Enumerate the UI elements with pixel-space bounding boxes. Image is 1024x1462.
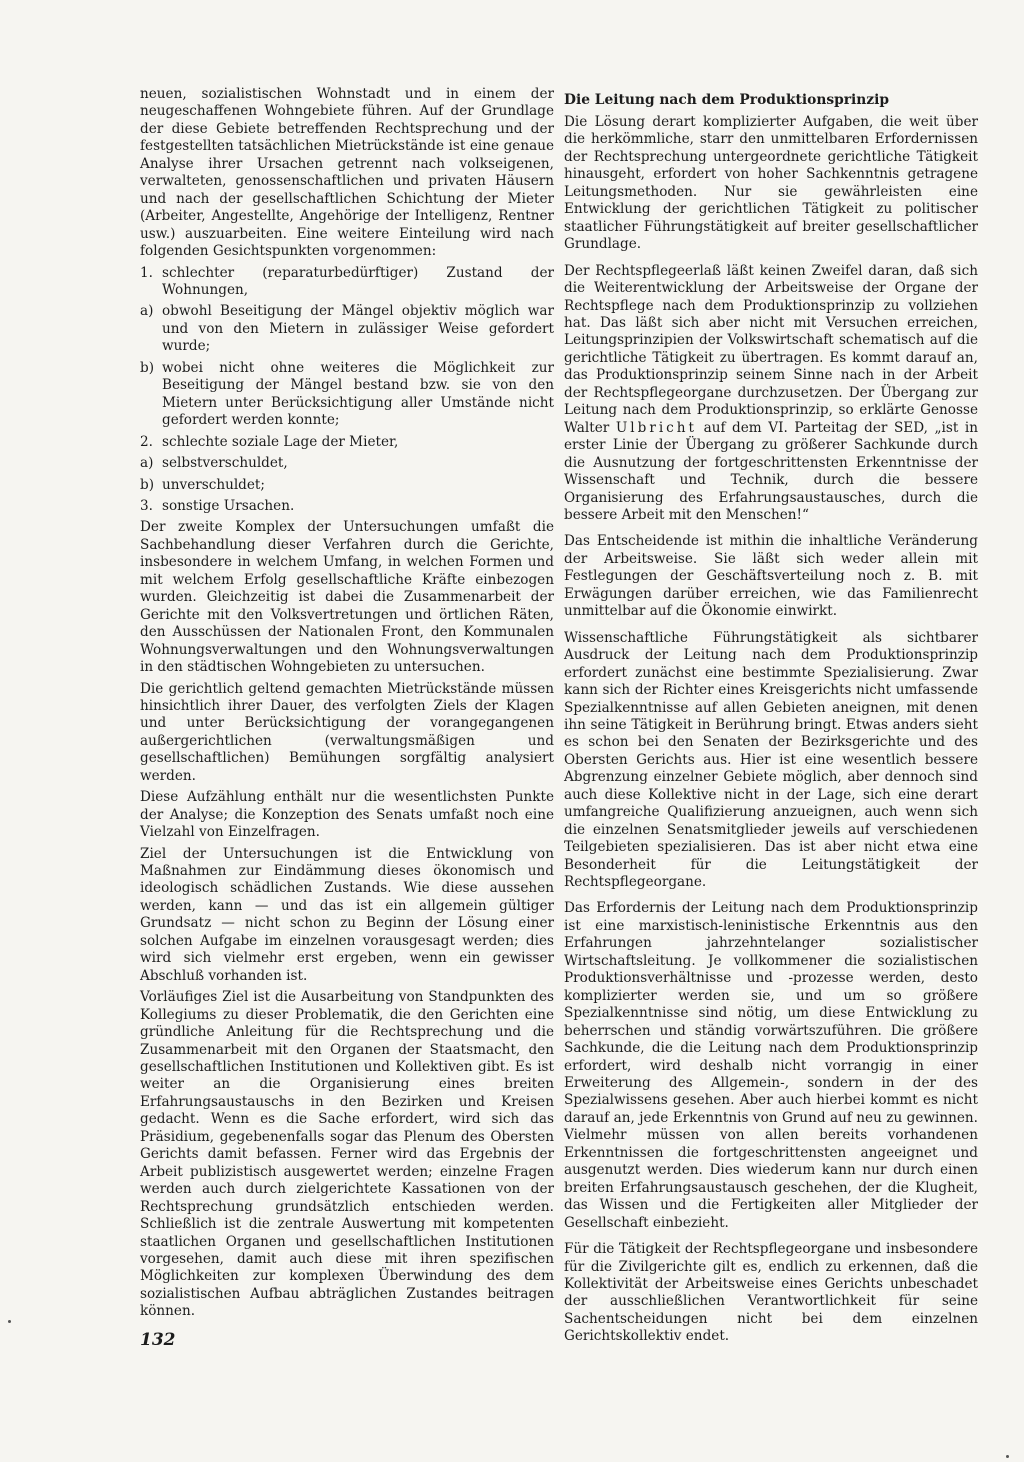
- paragraph: Wissenschaftliche Führungstätigkeit als sichtbarer Ausdruck der Leitung nach dem Produktionsprinzip erfordert zunächst eine bestimmte Spezialisierung. Zwar kann sich der Richter eines Kreisgerichts nicht umfassende Spezialkenntnisse auf allen Gebieten aneignen, mit denen ihn seine Tätigkeit in Berührung bringt. Etwas anders sieht es schon bei den Senaten der Bezirksgerichte und des Obersten Gerichts aus. Hier ist eine wesentlich bessere Abgrenzung einzelner Gebiete möglich, aber dennoch sind auch diese Kollektive nicht in der Lage, sich eine derart umfangreiche Qualifizierung anzueignen, auch wenn sich die einzelnen Senatsmitglieder jeweils auf verschiedenen Teilgebieten spezialisieren. Das ist aber nicht etwa eine Besonderheit für die Leitungstätigkeit der Rechtspflegeorgane.: [564, 629, 978, 891]
- list-item-text: schlechter (reparaturbedürftiger) Zustand der Wohnungen,: [162, 264, 554, 298]
- list-item-number: a): [140, 303, 154, 320]
- scan-speck: [1006, 1455, 1009, 1458]
- list-item-number: a): [140, 455, 154, 472]
- list-item-number: 3.: [140, 497, 153, 514]
- paragraph-text: Der Rechtspflegeerlaß läßt keinen Zweifel daran, daß sich die Weiterentwicklung der Arbeitsweise der Organe der Rechtspflege nach dem Produktionsprinzip zu vollziehen hat. Das läßt sich aber nicht mit Versuchen erreichen, Leitungsprinzipien der Volkswirtschaft schematisch auf die gerichtliche Tätigkeit zu übertragen. Es kommt darauf an, das Produktionsprinzip seinem Sinne nach in der Arbeit der Rechtspflegeorgane durchzusetzen. Der Übergang zur Leitung nach dem Produktionsprinzip, so erklärte Genosse Walter: [564, 262, 978, 436]
- list-item-text: schlechte soziale Lage der Mieter,: [162, 433, 399, 450]
- paragraph: neuen, sozialistischen Wohnstadt und in einem der neugeschaffenen Wohngebiete führen. Auf der Grundlage der diese Gebiete betreffenden Rechtsprechung und der festgestellten tatsächlichen Mietrückstände ist eine genaue Analyse ihrer Ursachen getrennt nach volkseigenen, verwalteten, genossenschaftlichen und privaten Häusern und nach der gesellschaftlichen Schichtung der Mieter (Arbeiter, Angestellte, Angehörige der Intelligenz, Rentner usw.) auszuarbeiten. Eine weitere Einteilung wird nach folgenden Gesichtspunkten vorgenommen:: [140, 86, 554, 260]
- list-item: [140, 434, 554, 451]
- list-item-number: b): [140, 359, 155, 376]
- list-item: [140, 265, 554, 300]
- list-item-text: obwohl Beseitigung der Mängel objektiv möglich war und von den Mietern in zulässiger Weise gefordert wurde;: [162, 303, 554, 355]
- list-item-number: 1.: [140, 264, 153, 281]
- list-item-text: unverschuldet;: [162, 476, 265, 493]
- section-heading: Die Leitung nach dem Produktionsprinzip: [564, 92, 890, 108]
- paragraph: Die gerichtlich geltend gemachten Mietrückstände müssen hinsichtlich ihrer Dauer, des verfolgten Ziels der Klagen und unter Berücksichtigung der vorangegangenen außergerichtlichen (verwaltungsmäßigen und gesellschaftlichen) Bemühungen sorgfältig analysiert werden.: [140, 680, 554, 784]
- paragraph: Die Lösung derart komplizierter Aufgaben, die weit über die herkömmliche, starr den unmittelbaren Erfordernissen der Rechtsprechung untergeordnete gerichtliche Tätigkeit hinausgeht, erfordert von hoher Sachkenntnis getragene Leitungsmethoden. Nur sie gewährleisten eine Entwicklung der gerichtlichen Tätigkeit zu politischer staatlicher Führungstätigkeit auf breiter gesellschaftlicher Grundlage.: [564, 114, 978, 253]
- paragraph: Das Erfordernis der Leitung nach dem Produktionsprinzip ist eine marxistisch-leninistische Erkenntnis aus den Erfahrungen jahrzehntelanger sozialistischer Wirtschaftsleitung. Je vollkommener die sozialistischen Produktionsverhältnisse und -prozesse werden, desto komplizierter werden sie, und um so größere Spezialkenntnisse sind nötig, um diese Entwicklung zu beherrschen und ständig vorwärtszuführen. Die größere Sachkunde, die die Leitung nach dem Produktionsprinzip erfordert, wird deshalb nicht vorrangig in einer Erweiterung des Allgemein-, sondern in der des Spezialwissens gesehen. Aber auch hierbei kommt es nicht darauf an, jede Erkenntnis von Grund auf neu zu gewinnen. Vielmehr müssen von allen bereits vorhandenen Erkenntnissen die fortgeschrittensten angeeignet und ausgenutzt werden. Dies wiederum kann nur durch einen breiten Erfahrungsaustausch geschehen, der die Klugheit, das Wissen und die Fertigkeiten aller Mitglieder der Gesellschaft einbezieht.: [564, 900, 978, 1231]
- paragraph: Ziel der Untersuchungen ist die Entwicklung von Maßnahmen zur Eindämmung dieses ökonomisch und ideologisch schädlichen Zustands. Wie diese aussehen werden, kann — und das ist ein allgemein gültiger Grundsatz — nicht schon zu Beginn der Lösung einer solchen Aufgabe im einzelnen vorausgesagt werden; dies wird sich vielmehr erst ergeben, wenn ein gewisser Abschluß vorhanden ist.: [140, 845, 554, 984]
- list-item: [140, 477, 554, 494]
- paragraph: Vorläufiges Ziel ist die Ausarbeitung von Standpunkten des Kollegiums zu dieser Problematik, die den Gerichten eine gründliche Anleitung für die Rechtsprechung und die Zusammenarbeit mit den Organen der Staatsmacht, den gesellschaftlichen Institutionen und Kollektiven gibt. Es ist weiter an die Organisierung eines breiten Erfahrungsaustauschs in den Bezirken und Kreisen gedacht. Wenn es die Sache erfordert, wird sich das Präsidium, gegebenenfalls sogar das Plenum des Obersten Gerichts damit befassen. Ferner wird das Ergebnis der Arbeit publizistisch ausgewertet werden; einzelne Fragen werden auch durch zielgerichtete Kassationen von der Rechtsprechung grundsätzlich entschieden werden. Schließlich ist die zentrale Auswertung mit kompetenten staatlichen Organen und gesellschaftlichen Institutionen vorgesehen, damit auch diese mit ihren spezifischen Möglichkeiten zur komplexen Überwindung des dem sozialistischen Aufbau abträglichen Zustandes beitragen können.: [140, 989, 554, 1320]
- list-item-text: sonstige Ursachen.: [162, 497, 295, 514]
- scan-speck: [8, 1320, 11, 1323]
- list-item: [140, 498, 554, 515]
- paragraph: Der zweite Komplex der Untersuchungen umfaßt die Sachbehandlung dieser Verfahren durch die Gerichte, insbesondere in welchem Umfang, in welchen Formen und mit welchem Erfolg gesellschaftliche Kräfte einbezogen wurden. Gleichzeitig ist dabei die Zusammenarbeit der Gerichte mit den Volksvertretungen und örtlichen Räten, den Ausschüssen der Nationalen Front, den Kommunalen Wohnungsverwaltungen und den Wohnungsverwaltungen in den städtischen Wohngebieten zu untersuchen.: [140, 519, 554, 676]
- list-item: [140, 455, 554, 472]
- person-name: Ulbricht: [615, 419, 698, 436]
- paragraph-text: auf dem VI. Parteitag der SED, „ist in erster Linie der Übergang zu größerer Sachkunde durch die Ausnutzung der fortgeschrittensten Erkenntnisse der Wissenschaft und Technik, durch die bessere Organisierung des Erfahrungsaustausches, durch die bessere Arbeit mit den Menschen!“: [564, 419, 978, 523]
- right-column: [564, 86, 978, 1355]
- paragraph: Das Entscheidende ist mithin die inhaltliche Veränderung der Arbeitsweise. Sie läßt sich weder allein mit Festlegungen der Geschäftsverteilung noch z. B. mit Erwägungen darüber erreichen, wie das Familienrecht unmittelbar auf die Ökonomie einwirkt.: [564, 533, 978, 620]
- list-item-number: 2.: [140, 433, 153, 450]
- list-item: [140, 303, 554, 355]
- list-item: [140, 360, 554, 430]
- list-item-number: b): [140, 476, 155, 493]
- left-column: [140, 86, 554, 1325]
- paragraph: Diese Aufzählung enthält nur die wesentlichsten Punkte der Analyse; die Konzeption des Senats umfaßt noch eine Vielzahl von Einzelfragen.: [140, 789, 554, 841]
- paragraph: Für die Tätigkeit der Rechtspflegeorgane und insbesondere für die Zivilgerichte gilt es, endlich zu erkennen, daß die Kollektivität der Arbeitsweise eines Gerichts unbeschadet der ausschließlichen Verantwortlichkeit für seine Sachentscheidungen nicht bei dem einzelnen Gerichtskollektiv endet.: [564, 1241, 978, 1345]
- list-item-text: wobei nicht ohne weiteres die Möglichkeit zur Beseitigung der Mängel bestand bzw. sie von den Mietern unter Berücksichtigung aller Umstände nicht gefordert werden konnte;: [162, 359, 554, 429]
- paragraph: [564, 263, 978, 525]
- list-item-text: selbstverschuldet,: [162, 455, 288, 472]
- page-number: 132: [140, 1330, 176, 1350]
